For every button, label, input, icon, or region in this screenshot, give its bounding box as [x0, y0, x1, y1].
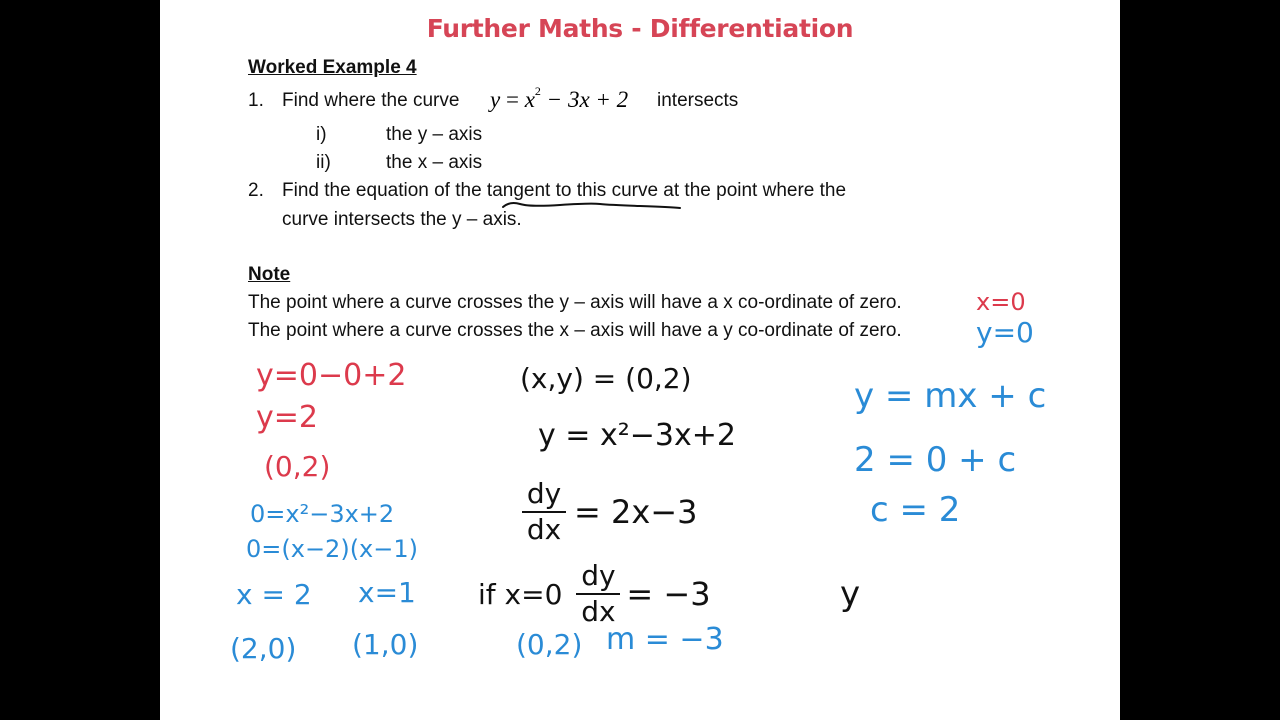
- sub-item-label: ii): [316, 152, 331, 173]
- blue-point-2-0: (2,0): [230, 632, 297, 665]
- note-annotation-x-zero: x=0: [976, 288, 1026, 316]
- sub-item-text: the x – axis: [386, 152, 483, 173]
- blue-point-0-2: (0,2): [516, 628, 583, 661]
- note-line-2: The point where a curve crosses the x – axis will have a y co-ordinate of zero.: [248, 320, 902, 341]
- question-2-number: 2.: [248, 180, 264, 201]
- derivative-fraction: [522, 477, 566, 546]
- note-line-1: The point where a curve crosses the y – axis will have a x co-ordinate of zero.: [248, 292, 902, 313]
- blue-root-2: x = 2: [236, 578, 312, 611]
- blue-quadratic: 0=x²−3x+2: [250, 500, 395, 528]
- blue-point-1-0: (1,0): [352, 628, 419, 661]
- slide: [160, 0, 1120, 720]
- equation-equals: =: [505, 87, 519, 112]
- equation-exponent: 2: [534, 84, 541, 98]
- black-gradient-at-zero: [478, 559, 711, 628]
- blue-root-1: x=1: [358, 576, 416, 609]
- derivative-numerator: dy: [526, 477, 562, 510]
- page-title: Further Maths - Differentiation: [426, 14, 854, 43]
- red-point: (0,2): [264, 450, 331, 483]
- red-working-line-2: y=2: [256, 400, 318, 435]
- blue-factorised: 0=(x−2)(x−1): [246, 535, 418, 563]
- equation-rest: − 3x + 2: [546, 87, 629, 112]
- question-1-suffix: intersects: [657, 90, 739, 111]
- black-coordinates: (x,y) = (0,2): [520, 362, 692, 395]
- blue-gradient-m: m = −3: [606, 622, 724, 657]
- note-heading: Note: [248, 264, 291, 285]
- question-2-line-2: curve intersects the y – axis.: [282, 209, 522, 230]
- equation-x: x: [524, 87, 535, 112]
- equation-lhs: y: [490, 87, 501, 112]
- tangent-underline: [500, 198, 690, 216]
- curve-equation: [490, 84, 628, 113]
- black-derivative: [522, 477, 698, 546]
- blue-substitution: 2 = 0 + c: [854, 440, 1017, 480]
- worked-example-heading: Worked Example 4: [248, 57, 417, 78]
- black-curve: y = x²−3x+2: [538, 418, 736, 453]
- gradient-numerator: dy: [581, 559, 616, 592]
- note-annotation-y-zero: y=0: [976, 316, 1034, 349]
- blue-intercept: c = 2: [870, 490, 961, 530]
- derivative-expression: = 2x−3: [574, 493, 698, 531]
- gradient-fraction: [576, 559, 620, 628]
- question-1-number: 1.: [248, 90, 264, 111]
- if-condition: if x=0: [478, 577, 563, 611]
- question-2-line-1: Find the equation of the tangent to this curve at the point where the: [282, 180, 847, 201]
- question-1-text: Find where the curve: [282, 90, 460, 111]
- sub-item-label: i): [316, 124, 327, 145]
- black-y-start: y: [840, 574, 861, 614]
- gradient-value: = −3: [626, 575, 711, 613]
- red-working-line-1: y=0−0+2: [256, 358, 407, 393]
- derivative-denominator: dx: [526, 513, 562, 546]
- blue-line-equation: y = mx + c: [854, 376, 1047, 416]
- sub-item-text: the y – axis: [386, 124, 483, 145]
- gradient-denominator: dx: [581, 595, 616, 628]
